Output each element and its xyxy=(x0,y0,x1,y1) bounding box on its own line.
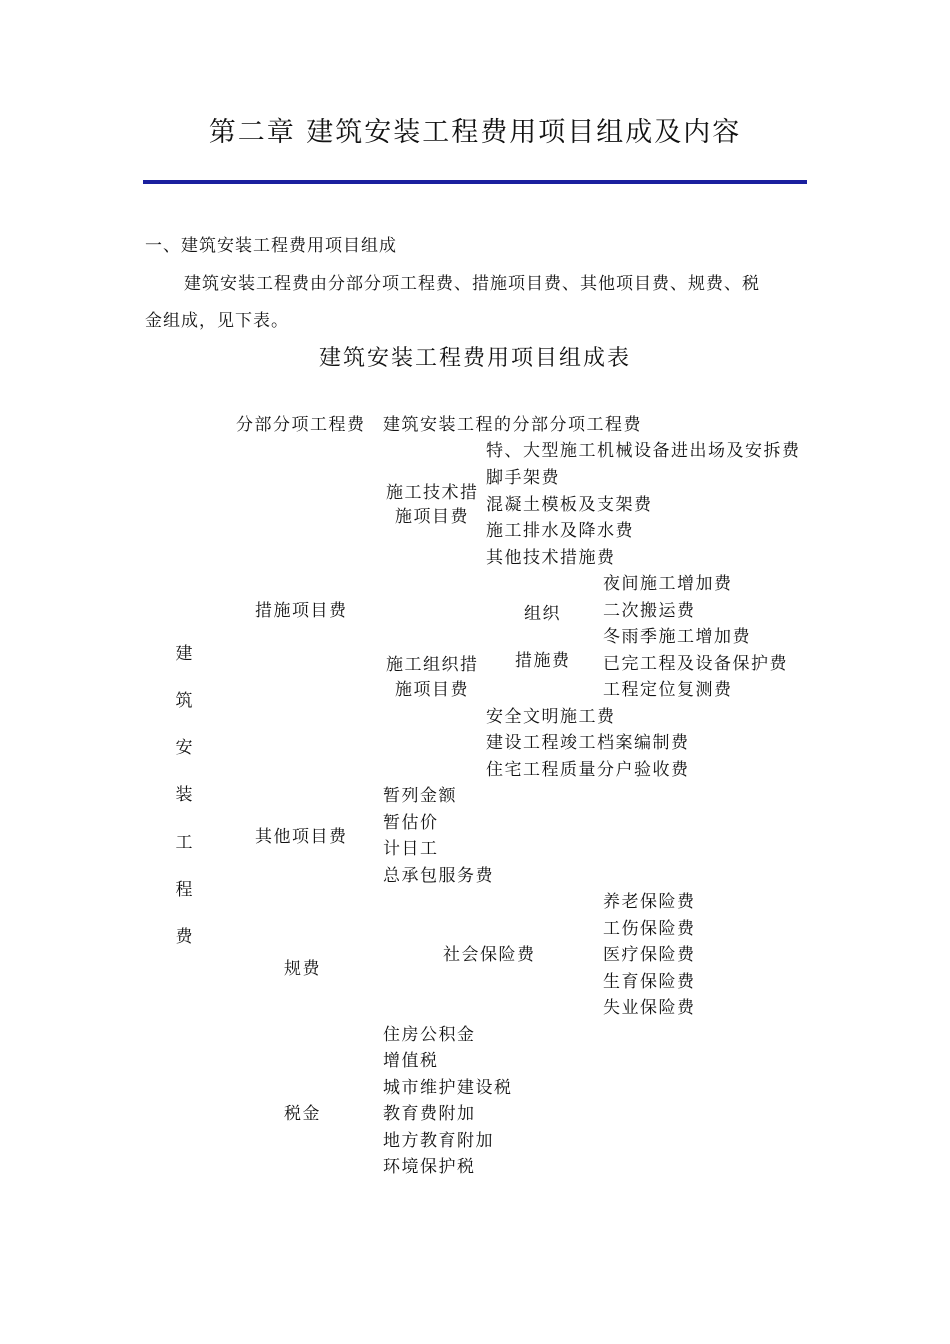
social-item: 生育保险费 xyxy=(603,972,696,992)
org-sub-item: 夜间施工增加费 xyxy=(603,574,733,594)
title-underline xyxy=(143,180,807,184)
qita-label: 其他项目费 xyxy=(255,827,348,847)
root-char: 装 xyxy=(175,785,193,805)
fenbu-label: 分部分项工程费 xyxy=(236,415,366,435)
shuijin-item: 教育费附加 xyxy=(383,1104,476,1124)
qita-item: 总承包服务费 xyxy=(383,866,494,886)
root-char: 费 xyxy=(175,927,193,947)
social-insurance-label: 社会保险费 xyxy=(443,945,536,965)
chapter-title: 第二章 建筑安装工程费用项目组成及内容 xyxy=(208,117,742,148)
org-sub-item: 已完工程及设备保护费 xyxy=(603,654,788,674)
org-item: 安全文明施工费 xyxy=(486,707,616,727)
root-char: 筑 xyxy=(175,691,193,711)
shuijin-label: 税金 xyxy=(284,1104,321,1124)
section-heading: 一、建筑安装工程费用项目组成 xyxy=(145,236,397,256)
cuoshi-label: 措施项目费 xyxy=(255,601,348,621)
org-label-line1: 施工组织措 xyxy=(386,655,479,675)
paragraph-line-1: 建筑安装工程费由分部分项工程费、措施项目费、其他项目费、规费、税 xyxy=(184,274,760,294)
fenbu-item: 建筑安装工程的分部分项工程费 xyxy=(383,415,642,435)
tech-item: 特、大型施工机械设备进出场及安拆费 xyxy=(486,441,801,461)
qita-item: 暂列金额 xyxy=(383,786,457,806)
shuijin-item: 地方教育附加 xyxy=(383,1131,494,1151)
social-item: 工伤保险费 xyxy=(603,919,696,939)
root-char: 安 xyxy=(175,738,193,758)
shuijin-item: 环境保护税 xyxy=(383,1157,476,1177)
tech-label-line1: 施工技术措 xyxy=(386,483,479,503)
org-sub-item: 工程定位复测费 xyxy=(603,680,733,700)
tech-item: 施工排水及降水费 xyxy=(486,521,634,541)
shuijin-item: 城市维护建设税 xyxy=(383,1078,513,1098)
org-sub-label-line2: 措施费 xyxy=(515,651,571,671)
tech-item: 脚手架费 xyxy=(486,468,560,488)
tech-item: 其他技术措施费 xyxy=(486,548,616,568)
org-item: 住宅工程质量分户验收费 xyxy=(486,760,690,780)
social-item: 养老保险费 xyxy=(603,892,696,912)
guifei-label: 规费 xyxy=(284,959,321,979)
org-sub-item: 冬雨季施工增加费 xyxy=(603,627,751,647)
tech-label-line2: 施项目费 xyxy=(395,507,469,527)
org-sub-label-line1: 组织 xyxy=(524,604,561,624)
social-item: 医疗保险费 xyxy=(603,945,696,965)
paragraph-line-2: 金组成，见下表。 xyxy=(145,311,289,331)
org-item: 建设工程竣工档案编制费 xyxy=(486,733,690,753)
qita-item: 计日工 xyxy=(383,839,439,859)
tech-item: 混凝土模板及支架费 xyxy=(486,495,653,515)
shuijin-item: 增值税 xyxy=(383,1051,439,1071)
qita-item: 暂估价 xyxy=(383,813,439,833)
org-label-line2: 施项目费 xyxy=(395,680,469,700)
root-char: 建 xyxy=(175,644,193,664)
root-char: 工 xyxy=(175,833,193,853)
org-sub-item: 二次搬运费 xyxy=(603,601,696,621)
guifei-item: 住房公积金 xyxy=(383,1025,476,1045)
root-char: 程 xyxy=(175,880,193,900)
table-title: 建筑安装工程费用项目组成表 xyxy=(318,346,631,371)
social-item: 失业保险费 xyxy=(603,998,696,1018)
